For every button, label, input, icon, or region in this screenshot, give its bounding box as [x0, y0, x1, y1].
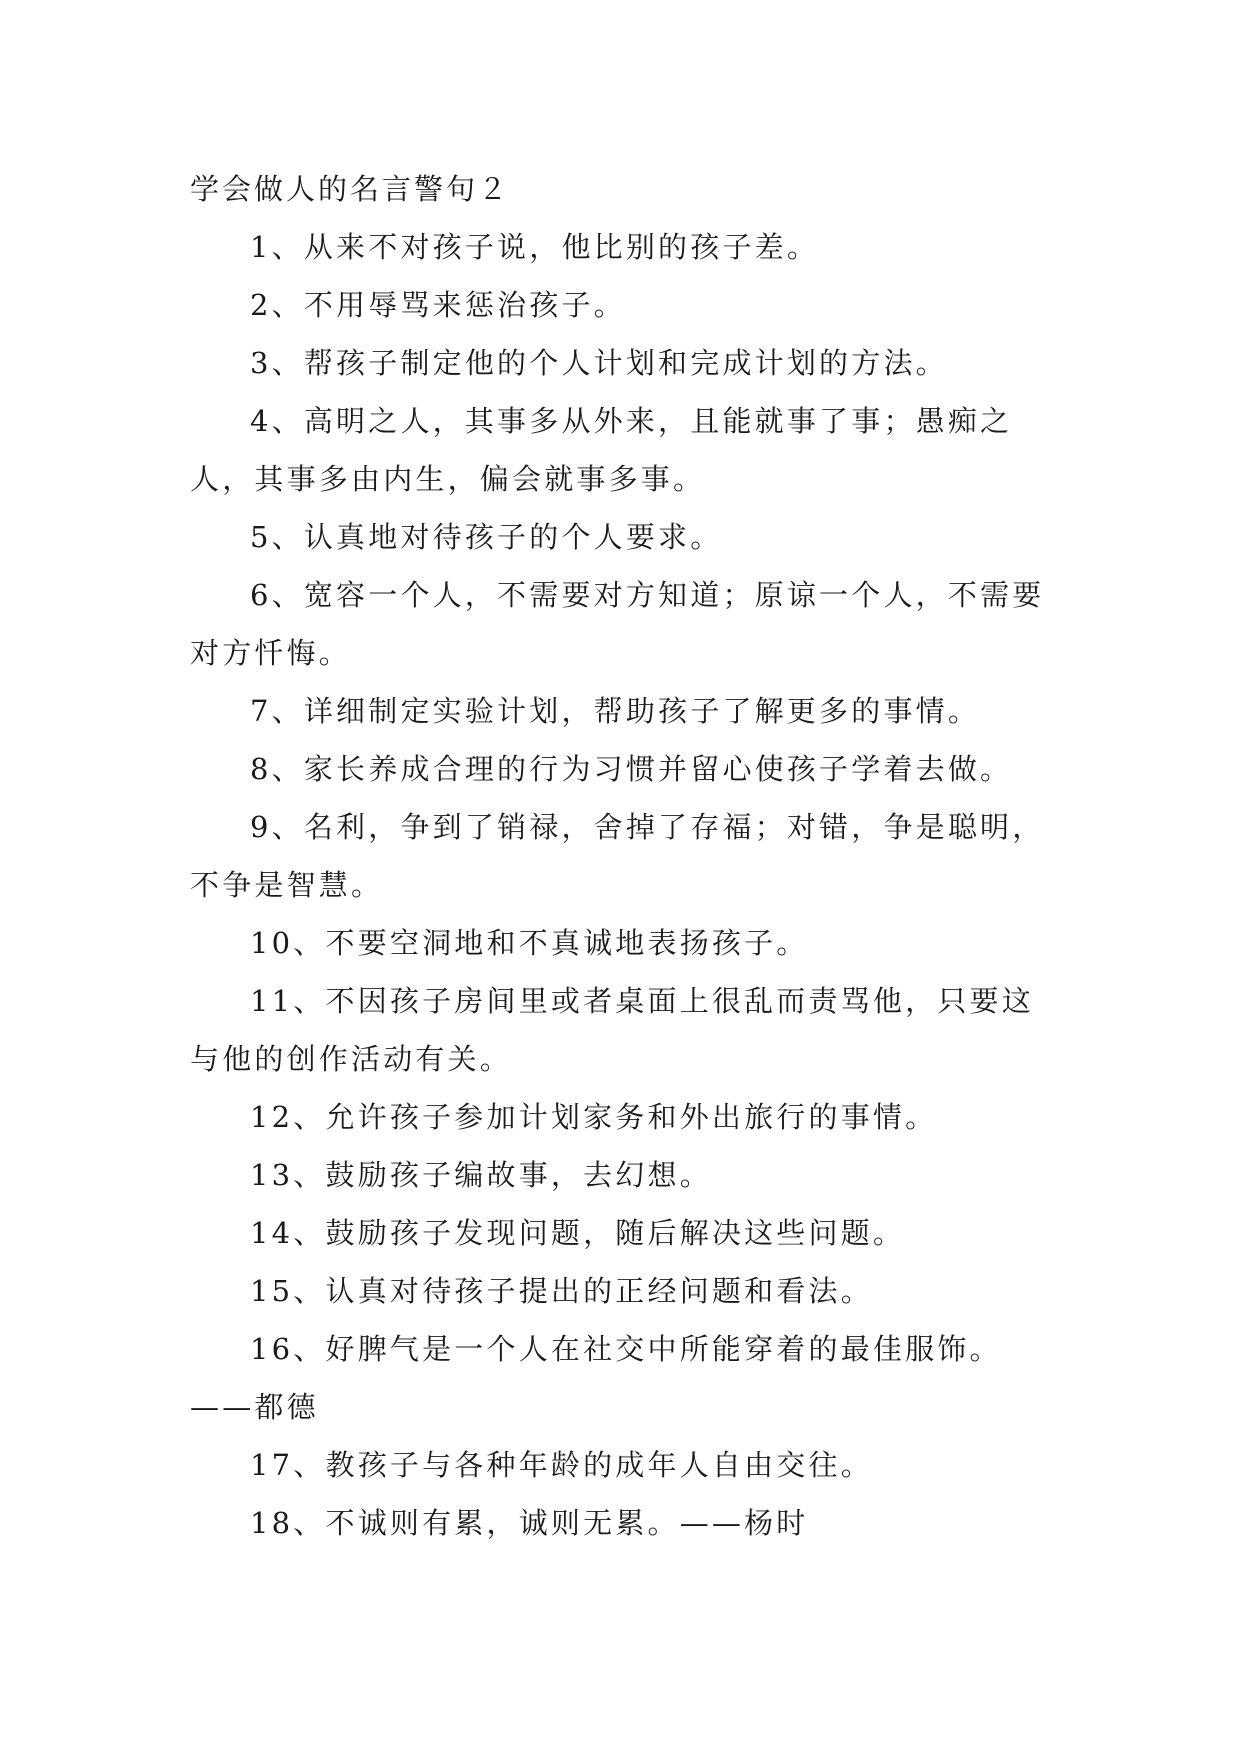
quote-item-9: 9、名利，争到了销禄，舍掉了存福；对错，争是聪明，不争是智慧。: [190, 810, 1045, 902]
quote-item-13: 13、鼓励孩子编故事，去幻想。: [250, 1158, 712, 1192]
quote-item-12: 12、允许孩子参加计划家务和外出旅行的事情。: [250, 1100, 938, 1134]
quote-item-18: 18、不诚则有累，诚则无累。——杨时: [250, 1506, 809, 1540]
quote-item-15: 15、认真对待孩子提出的正经问题和看法。: [250, 1274, 873, 1308]
quote-item-11: 11、不因孩子房间里或者桌面上很乱而责骂他，只要这与他的创作活动有关。: [190, 984, 1034, 1076]
quote-item-16: 16、好脾气是一个人在社交中所能穿着的最佳服饰。——都德: [190, 1332, 1002, 1424]
quote-item-2: 2、不用辱骂来惩治孩子。: [250, 288, 626, 322]
quote-item-7: 7、详细制定实验计划，帮助孩子了解更多的事情。: [250, 694, 981, 728]
quote-item-3: 3、帮孩子制定他的个人计划和完成计划的方法。: [250, 346, 948, 380]
quote-item-1: 1、从来不对孩子说，他比别的孩子差。: [250, 230, 820, 264]
document-title: 学会做人的名言警句２: [190, 172, 511, 206]
quote-item-5: 5、认真地对待孩子的个人要求。: [250, 520, 723, 554]
quote-item-10: 10、不要空洞地和不真诚地表扬孩子。: [250, 926, 809, 960]
quote-item-14: 14、鼓励孩子发现问题，随后解决这些问题。: [250, 1216, 906, 1250]
quote-item-4: 4、高明之人，其事多从外来，且能就事了事；愚痴之人，其事多由内生，偏会就事多事。: [190, 404, 1013, 496]
document-body: [190, 160, 1050, 1552]
quote-item-17: 17、教孩子与各种年龄的成年人自由交往。: [250, 1448, 873, 1482]
quote-item-6: 6、宽容一个人，不需要对方知道；原谅一个人，不需要对方忏悔。: [190, 578, 1045, 670]
quote-item-8: 8、家长养成合理的行为习惯并留心使孩子学着去做。: [250, 752, 1013, 786]
